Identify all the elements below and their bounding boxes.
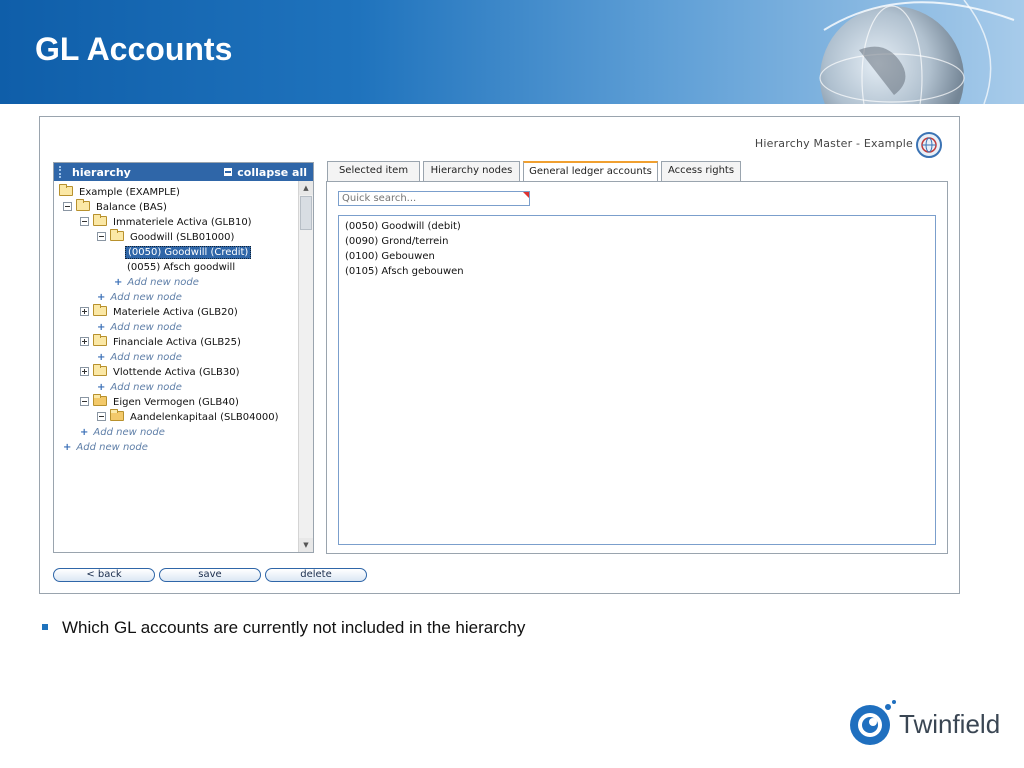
tab-selected-item[interactable]: Selected item — [327, 161, 420, 181]
collapse-icon — [224, 168, 232, 176]
slide-title: GL Accounts — [35, 31, 233, 67]
folder-icon — [93, 366, 107, 376]
window-title: Hierarchy Master - Example — [754, 137, 913, 150]
collapse-all-label: collapse all — [237, 166, 307, 179]
open-folder-icon — [93, 396, 107, 406]
add-new-node-link[interactable] — [80, 425, 167, 440]
add-node-label: Add new node — [110, 382, 182, 393]
tab-general-ledger-accounts[interactable]: General ledger accounts — [523, 161, 658, 182]
add-new-node-link[interactable] — [97, 350, 184, 365]
list-item[interactable]: (0090) Grond/terrein — [345, 236, 449, 247]
folder-icon — [110, 231, 124, 241]
collapse-toggle-icon[interactable] — [80, 217, 89, 226]
tree-node-label: Example (EXAMPLE) — [79, 187, 180, 198]
bullet-text: Which GL accounts are currently not included in the hierarchy — [62, 618, 526, 637]
list-item[interactable]: (0105) Afsch gebouwen — [345, 266, 464, 277]
tree-node-label: Eigen Vermogen (GLB40) — [113, 397, 239, 408]
tree-node-label: Aandelenkapitaal (SLB04000) — [130, 412, 279, 423]
tab-access-rights[interactable]: Access rights — [661, 161, 741, 181]
tree-node-goodwill[interactable] — [97, 230, 236, 245]
folder-icon — [93, 306, 107, 316]
hierarchy-tree-panel — [53, 162, 314, 553]
tree-node-label: Goodwill (SLB01000) — [130, 232, 235, 243]
bullet-icon — [42, 624, 48, 630]
twinfield-logo-icon — [846, 697, 898, 749]
tree-node-label: (0050) Goodwill (Credit) — [125, 246, 251, 259]
plus-icon: + — [80, 427, 89, 438]
tree-node-label: Materiele Activa (GLB20) — [113, 307, 238, 318]
twinfield-logo-text: Twinfield — [899, 709, 1001, 739]
plus-icon: + — [63, 442, 72, 453]
twinfield-logo — [846, 697, 1001, 749]
open-folder-icon — [110, 411, 124, 421]
expand-toggle-icon[interactable] — [80, 367, 89, 376]
expand-toggle-icon[interactable] — [80, 337, 89, 346]
tree-node-label: Vlottende Activa (GLB30) — [113, 367, 240, 378]
search-flag-icon — [523, 192, 529, 198]
collapse-toggle-icon[interactable] — [80, 397, 89, 406]
collapse-all-button[interactable] — [224, 166, 307, 179]
plus-icon: + — [97, 352, 106, 363]
tree-scrollbar[interactable] — [298, 181, 313, 552]
tree-node-label: Balance (BAS) — [96, 202, 167, 213]
scroll-thumb[interactable] — [300, 196, 312, 230]
tree-node-label: Immateriele Activa (GLB10) — [113, 217, 252, 228]
scroll-up-icon[interactable]: ▲ — [299, 181, 313, 195]
folder-icon — [76, 201, 90, 211]
back-button[interactable]: < back — [53, 568, 155, 582]
globe-icon — [764, 0, 1024, 104]
tree-node-materiele-activa[interactable] — [80, 305, 240, 320]
tree-leaf-goodwill-credit[interactable] — [125, 245, 251, 260]
hierarchy-master-window — [39, 116, 960, 594]
list-item[interactable]: (0050) Goodwill (debit) — [345, 221, 461, 232]
tree-node-eigen-vermogen[interactable] — [80, 395, 241, 410]
add-node-label: Add new node — [110, 292, 182, 303]
drag-handle-icon[interactable] — [59, 166, 64, 178]
add-node-label: Add new node — [110, 322, 182, 333]
tree-leaf-afsch-goodwill[interactable] — [125, 260, 237, 275]
tab-hierarchy-nodes[interactable]: Hierarchy nodes — [423, 161, 520, 181]
add-node-label: Add new node — [76, 442, 148, 453]
save-button[interactable]: save — [159, 568, 261, 582]
collapse-toggle-icon[interactable] — [97, 412, 106, 421]
tree-header-title: hierarchy — [72, 166, 131, 179]
plus-icon: + — [97, 322, 106, 333]
plus-icon: + — [97, 292, 106, 303]
folder-icon — [93, 336, 107, 346]
tree-node-balance[interactable] — [63, 200, 169, 215]
add-node-label: Add new node — [110, 352, 182, 363]
tree-node-label: (0055) Afsch goodwill — [127, 262, 236, 273]
scroll-down-icon[interactable]: ▼ — [299, 538, 313, 552]
bullet-point — [42, 618, 525, 638]
tree-node-immateriele-activa[interactable] — [80, 215, 254, 230]
tree-node-label: Financiale Activa (GLB25) — [113, 337, 241, 348]
quick-search-input[interactable] — [338, 191, 530, 206]
add-new-node-link[interactable] — [97, 290, 184, 305]
tree-node-vlottende-activa[interactable] — [80, 365, 242, 380]
add-new-node-link[interactable] — [97, 320, 184, 335]
folder-icon — [59, 186, 73, 196]
slide-header — [0, 0, 1024, 104]
add-new-node-link[interactable] — [63, 440, 150, 455]
plus-icon: + — [114, 277, 123, 288]
add-new-node-link[interactable] — [97, 380, 184, 395]
list-item[interactable]: (0100) Gebouwen — [345, 251, 435, 262]
expand-toggle-icon[interactable] — [80, 307, 89, 316]
gl-account-list[interactable] — [338, 215, 936, 545]
tree-node-aandelenkapitaal[interactable] — [97, 410, 280, 425]
collapse-toggle-icon[interactable] — [97, 232, 106, 241]
tree-node-example[interactable] — [59, 185, 182, 200]
collapse-toggle-icon[interactable] — [63, 202, 72, 211]
add-node-label: Add new node — [127, 277, 199, 288]
gl-accounts-panel — [326, 181, 948, 554]
add-node-label: Add new node — [93, 427, 165, 438]
tree-node-financiale-activa[interactable] — [80, 335, 243, 350]
folder-icon — [93, 216, 107, 226]
plus-icon: + — [97, 382, 106, 393]
globe-badge-icon — [916, 132, 942, 158]
tree-header — [54, 163, 313, 181]
delete-button[interactable]: delete — [265, 568, 367, 582]
tree-body — [54, 185, 298, 552]
add-new-node-link[interactable] — [114, 275, 201, 290]
